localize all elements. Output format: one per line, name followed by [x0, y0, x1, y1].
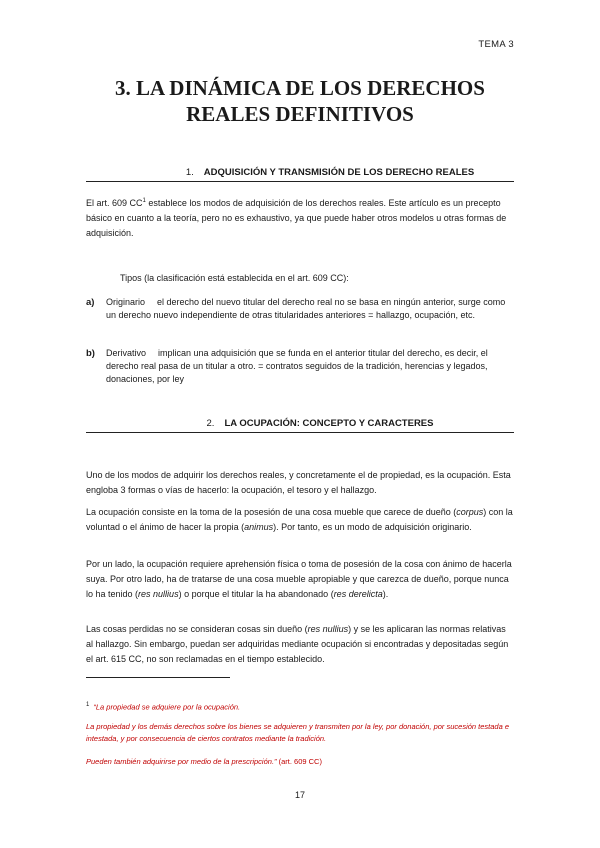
para4-text-a: Por un lado, la ocupación requiere aprehensión física o toma de posesión de la cosa con ánimo de hacerla suya. Por otro lado, ha de tratarse de una cosa mueble apropiable y que carezca de dueño, porque nunca lo ha tenido ( [86, 559, 512, 599]
page-title [86, 75, 514, 127]
section-2-number: 2. [206, 418, 215, 429]
paragraph-1 [86, 194, 514, 241]
footnote-2: La propiedad y los demás derechos sobre los bienes se adquieren y transmiten por la ley, por donación, por sucesión testada e intestada, y por consecuencia de ciertos contratos mediante la tradición. [86, 722, 510, 743]
term-res-derelicta: res derelicta [333, 589, 383, 599]
term-res-nullius-2: res nullius [307, 624, 349, 634]
title-line-1: 3. LA DINÁMICA DE LOS DERECHOS [115, 76, 485, 100]
section-1-heading [86, 167, 514, 182]
page-number: 17 [294, 790, 305, 800]
footnote-3 [86, 756, 514, 768]
term-corpus: corpus [456, 507, 484, 517]
footnote-3-ref: (art. 609 CC) [276, 757, 322, 766]
term-derivativo: Derivativo [106, 348, 147, 358]
item-a-text: el derecho del nuevo titular del derecho real no se basa en ningún anterior, surge como un derecho nuevo independiente de otras titularidades anteriores = hallazgo, ocupación, etc. [106, 297, 506, 320]
paragraph-2: Uno de los modos de adquirir los derechos reales, y concretamente el de propiedad, es la ocupación. Esta engloba 3 formas o vías de hacerlo: la ocupación, el tesoro y el hallazgo. [86, 470, 511, 495]
para4-text-c: ). [382, 589, 389, 599]
paragraph-4 [86, 557, 514, 602]
footnote-separator [86, 677, 230, 678]
footnote-ref-1[interactable]: 1 [142, 198, 146, 204]
section-2-title: LA OCUPACIÓN: CONCEPTO Y CARACTERES [224, 418, 434, 429]
item-b-text: implican una adquisición que se funda en el anterior titular del derecho, es decir, el derecho real pasa de un titular a otro. = contratos seguidos de la tradición, herencias y legados, donaciones, por ley [106, 348, 488, 384]
term-animus: animus [244, 522, 274, 532]
footnote-1 [86, 699, 514, 714]
para3-text-a: La ocupación consiste en la toma de la posesión de una cosa mueble que carece de dueño ( [86, 507, 457, 517]
section-1-number: 1. [185, 167, 194, 178]
list-marker-b: b) [86, 348, 95, 359]
list-marker-a: a) [86, 297, 95, 308]
para1-text-a: El art. 609 CC [86, 198, 143, 208]
term-originario: Originario [106, 297, 146, 307]
list-item-derivativo [86, 347, 514, 386]
header-tema: TEMA 3 [478, 39, 514, 50]
para1-text-b: establece los modos de adquisición de los derechos reales. Este artículo es un precepto básico en cuanto a la teoría, pero no es exhaustivo, ya que puede haber otros modelos u otras formas de adquisición. [86, 198, 507, 238]
para5-text-b: ) y se les aplicaran las normas relativas al hallazgo. Sin embargo, puedan ser adquiridas mediante ocupación si encontradas y depositadas según el art. 615 CC, no son reclamadas en el tiempo establecido. [86, 624, 509, 664]
footnote-1-text: “La propiedad se adquiere por la ocupación. [93, 702, 241, 712]
section-1-title: ADQUISICIÓN Y TRANSMISIÓN DE LOS DERECHO REALES [203, 167, 475, 178]
para4-text-b: ) o porque el titular la ha abandonado ( [178, 589, 334, 599]
footnote-3-text: Pueden también adquirirse por medio de la prescripción.” [86, 757, 277, 766]
paragraph-3 [86, 505, 514, 535]
term-res-nullius: res nullius [138, 589, 179, 599]
list-item-originario [86, 296, 514, 322]
footnote-mark: 1 [86, 702, 90, 708]
types-intro: Tipos (la clasificación está establecida en el art. 609 CC): [120, 273, 349, 283]
section-2-heading [86, 418, 514, 433]
para3-text-c: ). Por tanto, es un modo de adquisición originario. [273, 522, 472, 532]
paragraph-5 [86, 622, 514, 667]
para3-text-b: ) con la voluntad o el ánimo de hacer la propia ( [86, 507, 513, 532]
para5-text-a: Las cosas perdidas no se consideran cosas sin dueño ( [86, 624, 308, 634]
title-line-2: REALES DEFINITIVOS [186, 102, 414, 126]
